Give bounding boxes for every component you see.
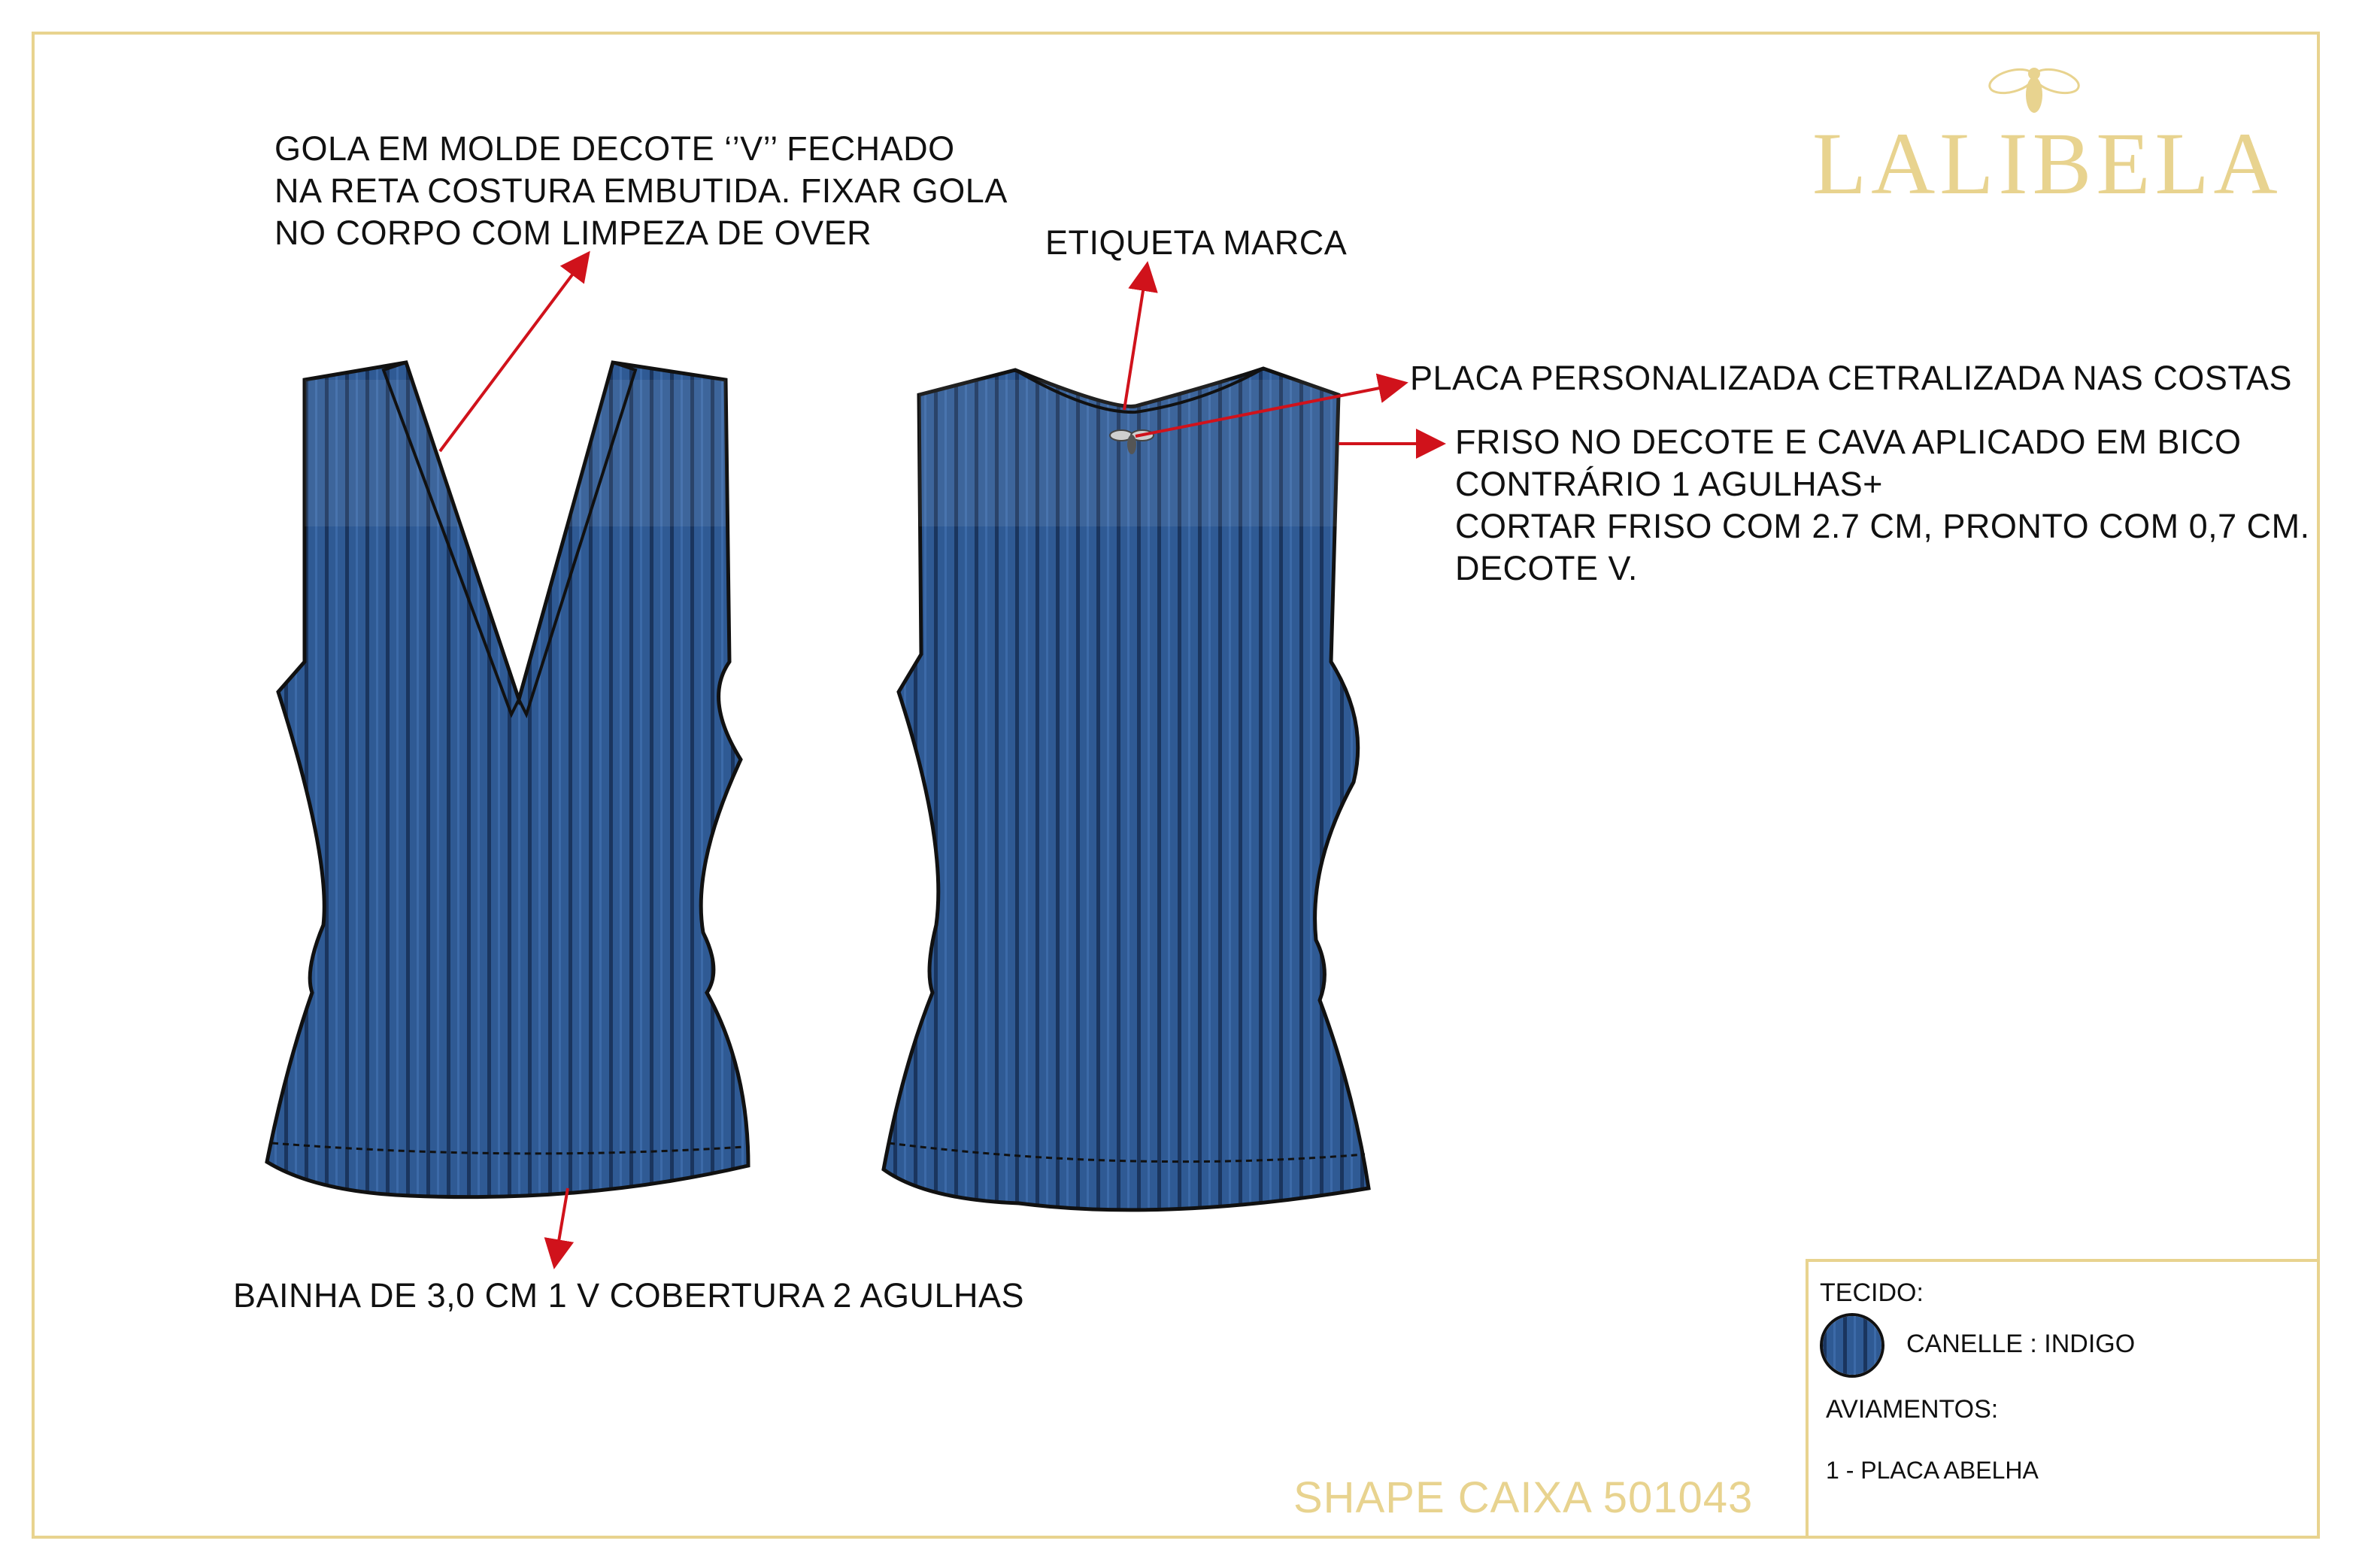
trim-note-line-4: DECOTE V. xyxy=(1455,549,1638,587)
trim-note xyxy=(1455,421,2310,590)
fabric-name: CANELLE : INDIGO xyxy=(1906,1330,2136,1358)
brand-logo-text: LALIBELA xyxy=(1812,114,2282,213)
trim-item: 1 - PLACA ABELHA xyxy=(1826,1457,2039,1484)
back-view xyxy=(884,368,1369,1210)
arrow-hem xyxy=(555,1188,568,1263)
collar-note-line-2: NA RETA COSTURA EMBUTIDA. FIXAR GOLA xyxy=(274,171,1008,210)
fabric-label: TECIDO: xyxy=(1820,1278,1924,1307)
fabric-swatch xyxy=(1820,1313,1884,1378)
trim-note-line-1: FRISO NO DECOTE E CAVA APLICADO EM BICO xyxy=(1455,423,2242,461)
trims-label: AVIAMENTOS: xyxy=(1826,1395,1999,1424)
collar-note-line-3: NO CORPO COM LIMPEZA DE OVER xyxy=(274,214,872,252)
shape-title: SHAPE CAIXA 501043 xyxy=(1293,1473,1754,1522)
front-view xyxy=(267,362,748,1197)
hem-note: BAINHA DE 3,0 CM 1 V COBERTURA 2 AGULHAS xyxy=(233,1276,1025,1315)
plate-note: PLACA PERSONALIZADA CETRALIZADA NAS COSTAS xyxy=(1410,359,2293,397)
trim-note-line-2: CONTRÁRIO 1 AGULHAS+ xyxy=(1455,465,1883,503)
label-note: ETIQUETA MARCA xyxy=(1045,223,1348,262)
collar-note-line-1: GOLA EM MOLDE DECOTE ‘’V’’ FECHADO xyxy=(274,129,955,168)
trim-note-line-3: CORTAR FRISO COM 2.7 CM, PRONTO COM 0,7 CM. xyxy=(1455,507,2310,545)
collar-note xyxy=(274,128,1008,254)
